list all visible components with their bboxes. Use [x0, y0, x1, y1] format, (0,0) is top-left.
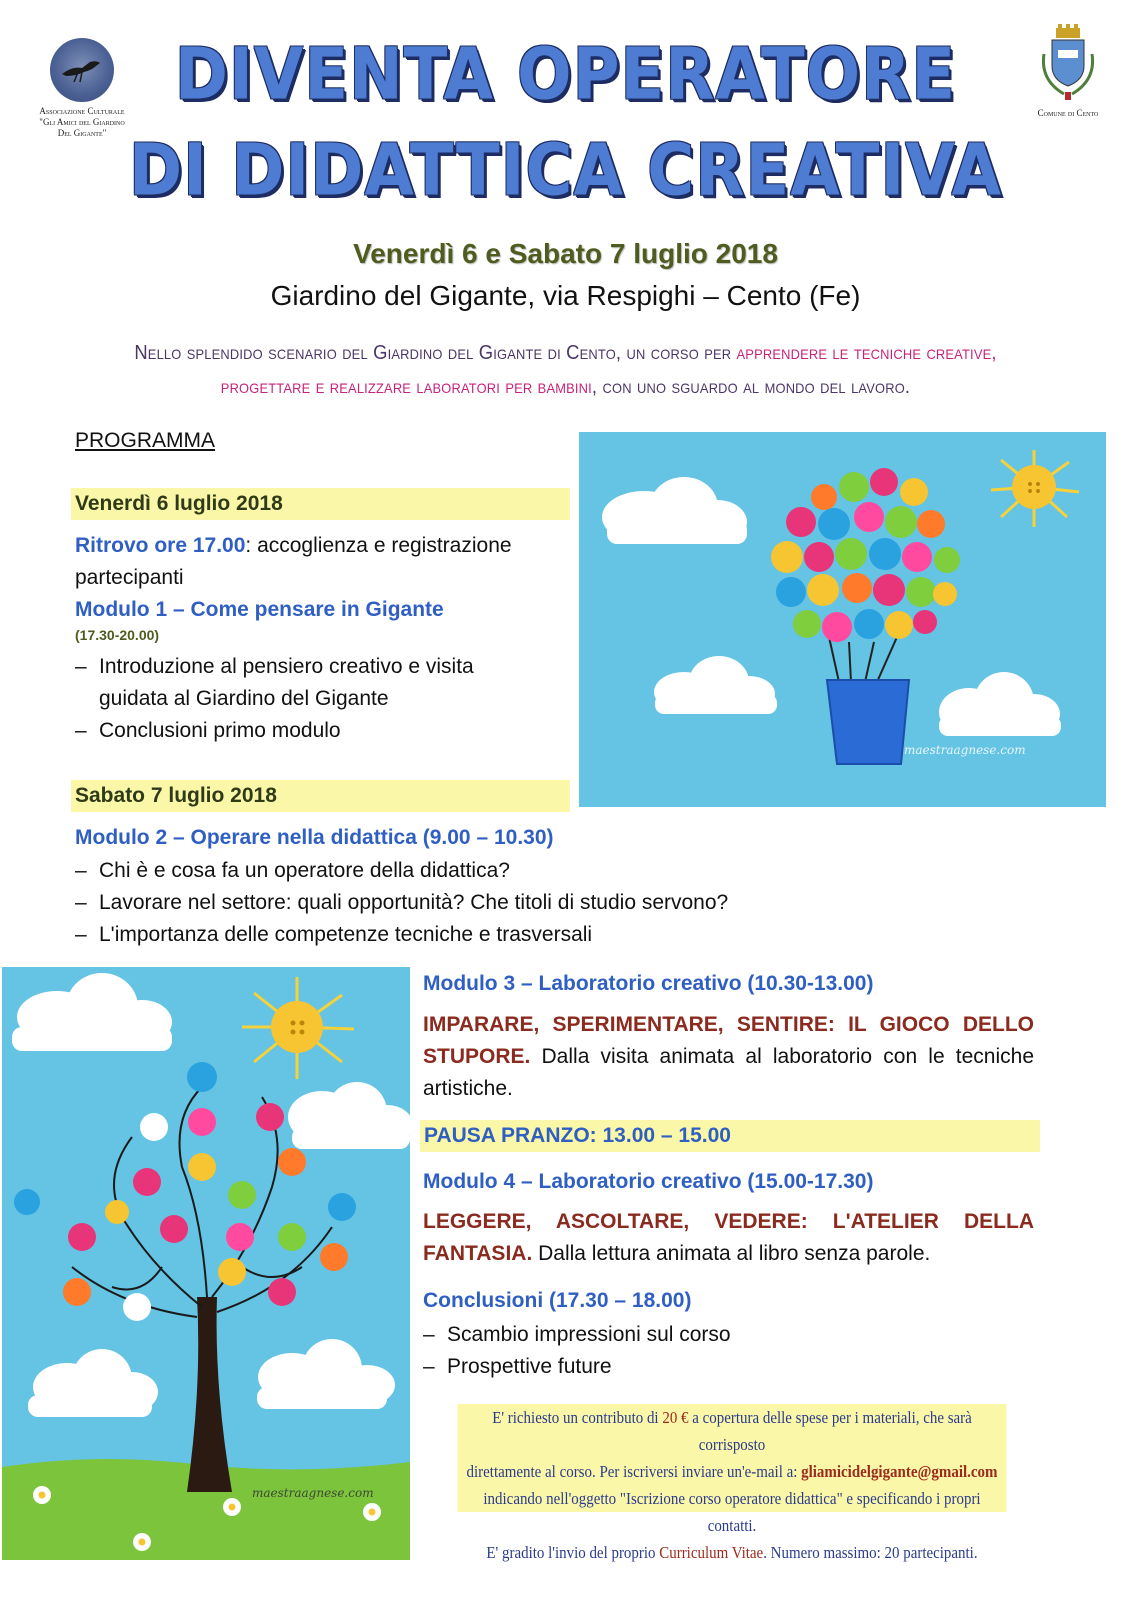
list-item: – Chi è e cosa fa un operatore della didattica?	[75, 855, 975, 887]
intro-highlight: apprendere le tecniche creative,	[736, 342, 997, 364]
intro-text: Nello splendido scenario del Giardino del Gigante di Cento, un corso per	[134, 342, 737, 364]
list-item: – Scambio impressioni sul corso	[423, 1319, 1034, 1351]
module4-highlight: LEGGERE, ASCOLTARE, VEDERE: L'ATELIER DELLA FANTASIA.	[423, 1210, 1034, 1265]
day1-meeting	[75, 530, 575, 594]
info-line: E' richiesto un contributo di 20 € a copertura delle spese per i materiali, che sarà corrisposto	[492, 1408, 972, 1454]
module3-description	[423, 1009, 1034, 1105]
page-title-line2: DI DIDATTICA CREATIVA	[129, 129, 1002, 213]
conclusions-list	[423, 1319, 1034, 1383]
meeting-text: : accoglienza e registrazione	[245, 534, 512, 557]
module1-title: Modulo 1 – Come pensare in Gigante	[75, 598, 444, 621]
day2-band: Sabato 7 luglio 2018	[71, 780, 570, 812]
list-item: – L'importanza delle competenze tecniche e trasversali	[75, 919, 975, 951]
email-link[interactable]: gliamicidelgigante@gmail.com	[801, 1462, 998, 1481]
page-title-line1: DIVENTA OPERATORE	[174, 33, 957, 117]
module4-title: Modulo 4 – Laboratorio creativo (15.00-17.30)	[423, 1170, 874, 1193]
list-item: – Prospettive future	[423, 1351, 1034, 1383]
price: 20 €	[662, 1408, 689, 1427]
module3-text: Dalla visita animata al laboratorio con le tecniche artistiche.	[423, 1045, 1034, 1100]
balloon-buttons-picture	[579, 432, 1106, 807]
watermark-text: maestraagnese.com	[904, 743, 1026, 757]
module3-title: Modulo 3 – Laboratorio creativo (10.30-13.00)	[423, 972, 874, 995]
lunch-break-band: PAUSA PRANZO: 13.00 – 15.00	[420, 1120, 1040, 1152]
intro-paragraph	[82, 336, 1049, 404]
registration-info-box	[457, 1404, 1006, 1562]
info-line: direttamente al corso. Per iscriversi inviare un'e-mail a: gliamicidelgigante@gmail.com	[466, 1462, 998, 1481]
module1-list	[75, 651, 575, 747]
association-caption-line: Del Gigante"	[57, 128, 107, 138]
module3-highlight: IMPARARE, SPERIMENTARE, SENTIRE: IL GIOCO DELLO STUPORE.	[423, 1013, 1034, 1068]
conclusions-title: Conclusioni (17.30 – 18.00)	[423, 1289, 692, 1312]
event-dates: Venerdì 6 e Sabato 7 luglio 2018	[353, 238, 778, 269]
watermark-text: maestraagnese.com	[252, 1486, 374, 1500]
event-place: Giardino del Gigante, via Respighi – Cento (Fe)	[270, 280, 861, 311]
tree-buttons-picture	[2, 967, 410, 1560]
list-item: – Introduzione al pensiero creativo e visita guidata al Giardino del Gigante	[75, 651, 575, 715]
cv-highlight: Curriculum Vitae	[659, 1543, 764, 1562]
info-line: indicando nell'oggetto "Iscrizione corso operatore didattica" e specificando i propri contatti.	[483, 1489, 981, 1535]
module2-title: Modulo 2 – Operare nella didattica (9.00 – 10.30)	[75, 826, 554, 849]
program-heading: PROGRAMMA	[75, 429, 216, 452]
list-item: – Lavorare nel settore: quali opportunità? Che titoli di studio servono?	[75, 887, 975, 919]
module2-list	[75, 855, 975, 951]
meeting-text-cont: partecipanti	[75, 566, 184, 589]
module4-description	[423, 1206, 1034, 1270]
association-caption-line: Associazione Culturale	[39, 106, 125, 116]
intro-highlight: progettare e realizzare laboratori per bambini	[220, 376, 592, 398]
municipality-caption: Comune di Cento	[1037, 108, 1099, 118]
list-item: – Conclusioni primo modulo	[75, 715, 575, 747]
intro-text: , con uno sguardo al mondo del lavoro.	[591, 376, 911, 398]
module1-time: (17.30-20.00)	[75, 627, 160, 643]
meeting-time: Ritrovo ore 17.00	[75, 534, 246, 557]
association-caption-line: "Gli Amici del Giardino	[39, 117, 125, 127]
module4-text: Dalla lettura animata al libro senza parole.	[532, 1242, 931, 1265]
info-line: E' gradito l'invio del proprio Curriculum Vitae. Numero massimo: 20 partecipanti.	[486, 1543, 978, 1562]
day1-band: Venerdì 6 luglio 2018	[71, 488, 570, 520]
